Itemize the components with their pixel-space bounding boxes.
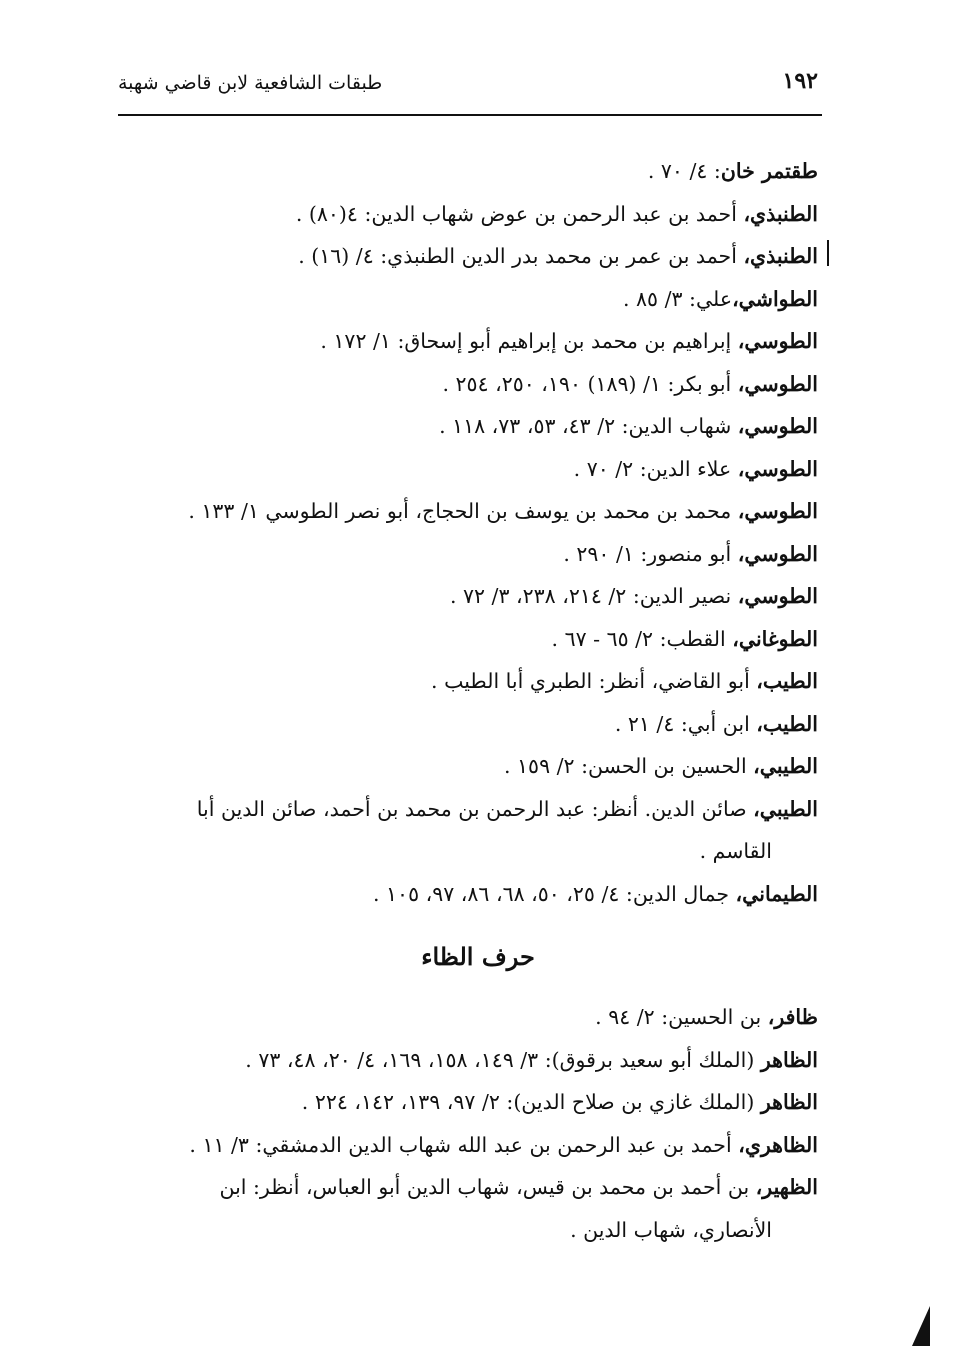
corner-mark xyxy=(912,1306,930,1346)
page-header xyxy=(118,62,822,114)
entry-text: أحمد بن عمر بن محمد بدر الدين الطنبذي: ٤/ (١٦) . xyxy=(298,244,744,268)
index-entry xyxy=(110,235,818,278)
entry-text: ابن أبي: ٤/ ٢١ . xyxy=(614,711,757,736)
entry-heading: الطنبذي، xyxy=(743,244,818,268)
index-entry xyxy=(110,193,818,236)
index-entry xyxy=(110,448,818,491)
entry-text: الحسين بن الحسن: ٢/ ١٥٩ . xyxy=(504,754,754,778)
entry-text: أبو بكر: ١/ (١٨٩) ١٩٠، ٢٥٠، ٢٥٤ . xyxy=(442,371,738,396)
index-entry xyxy=(110,533,818,576)
index-entry xyxy=(110,575,818,618)
entry-heading: الطوسي، xyxy=(737,541,818,566)
entry-heading: ظافر، xyxy=(767,1005,818,1029)
index-entries-za xyxy=(110,996,818,1251)
page-number: ١٩٢ xyxy=(782,68,818,94)
index-entry xyxy=(110,1081,818,1124)
index-entry xyxy=(110,278,818,321)
entry-heading: الطوسي، xyxy=(737,584,818,608)
entry-text: علاء الدين: ٢/ ٧٠ . xyxy=(573,456,738,481)
entry-text: أبو القاضي، أنظر: الطبري أبا الطيب . xyxy=(431,669,757,693)
entry-heading: الطيبي، xyxy=(753,796,818,821)
header-divider xyxy=(118,114,822,116)
running-title: طبقات الشافعية لابن قاضي شهبة xyxy=(118,72,383,94)
index-entry xyxy=(110,1124,818,1167)
entry-heading: الظاهر xyxy=(760,1090,818,1114)
index-entry xyxy=(110,1039,818,1082)
index-entry xyxy=(110,873,818,916)
index-entry xyxy=(110,788,818,873)
entry-text: : ٤/ ٧٠ . xyxy=(647,159,721,183)
entry-text: أحمد بن عبد الرحمن بن عوض شهاب الدين: ٤(٨٠) . xyxy=(295,201,744,226)
entry-heading: الطوسي، xyxy=(737,329,818,353)
index-entry xyxy=(110,405,818,448)
entry-text: علي: ٣/ ٨٥ . xyxy=(623,286,733,311)
entry-text: بن أحمد بن محمد بن قيس، شهاب الدين أبو العباس، أنظر: ابن xyxy=(219,1175,756,1199)
entry-heading: الطيب، xyxy=(756,711,818,736)
entry-text: (الملك غازي بن صلاح الدين): ٢/ ٩٧، ١٣٩، ١٤٢، ٢٢٤ . xyxy=(301,1090,761,1114)
entry-heading: طقتمر خان xyxy=(720,159,818,183)
entry-heading: الطوسي، xyxy=(737,499,818,523)
entry-heading: الطوغاني، xyxy=(732,626,818,651)
index-entry xyxy=(110,660,818,703)
index-entry xyxy=(110,363,818,406)
entry-text: بن الحسين: ٢/ ٩٤ . xyxy=(595,1005,768,1029)
entry-continuation: الأنصاري، شهاب الدين . xyxy=(570,1217,772,1242)
entry-text: شهاب الدين: ٢/ ٤٣، ٥٣، ٧٣، ١١٨ . xyxy=(439,414,738,438)
entry-heading: الطواشي، xyxy=(732,286,818,311)
index-entry xyxy=(110,1166,818,1251)
index-entry xyxy=(110,490,818,533)
entry-heading: الطيماني، xyxy=(735,881,818,906)
entry-heading: الطوسي، xyxy=(737,456,818,481)
section-title: حرف الظاء xyxy=(421,942,535,971)
index-entry xyxy=(110,996,818,1039)
entry-heading: الطيبي، xyxy=(753,754,818,778)
index-entry xyxy=(110,150,818,193)
entry-heading: الطيب، xyxy=(756,669,818,693)
entry-heading: الطنبذي، xyxy=(743,201,818,226)
entry-text: نصير الدين: ٢/ ٢١٤، ٢٣٨، ٣/ ٧٢ . xyxy=(449,584,738,608)
entry-text: أبو منصور: ١/ ٢٩٠ . xyxy=(563,541,738,566)
entry-text: أحمد بن عبد الرحمن بن عبد الله شهاب الدين الدمشقي: ٣/ ١١ . xyxy=(189,1132,739,1157)
index-entry xyxy=(110,745,818,788)
entry-heading: الظهير، xyxy=(755,1175,818,1199)
entry-heading: الظاهري، xyxy=(738,1132,818,1157)
margin-mark xyxy=(827,240,829,266)
index-entry xyxy=(110,703,818,746)
entry-heading: الظاهر xyxy=(760,1047,818,1072)
entry-text: (الملك أبو سعيد برقوق): ٣/ ١٤٩، ١٥٨، ١٦٩، ٤/ ٢٠، ٤٨، ٧٣ . xyxy=(245,1047,761,1072)
index-entry xyxy=(110,320,818,363)
entry-text: القطب: ٢/ ٦٥ - ٦٧ . xyxy=(551,626,733,651)
index-entry xyxy=(110,618,818,661)
entry-heading: الطوسي، xyxy=(737,371,818,396)
entry-heading: الطوسي، xyxy=(737,414,818,438)
entry-text: محمد بن محمد بن يوسف بن الحجاج، أبو نصر الطوسي ١/ ١٣٣ . xyxy=(188,499,738,523)
entry-text: إبراهيم بن محمد بن إبراهيم أبو إسحاق: ١/ ١٧٢ . xyxy=(320,329,738,353)
index-entries-ta xyxy=(110,150,818,915)
entry-continuation: القاسم . xyxy=(699,839,772,863)
entry-text: صائن الدين. أنظر: عبد الرحمن بن محمد بن أحمد، صائن الدين أبا xyxy=(196,796,754,821)
entry-text: جمال الدين: ٤/ ٢٥، ٥٠، ٦٨، ٨٦، ٩٧، ١٠٥ . xyxy=(373,881,736,906)
